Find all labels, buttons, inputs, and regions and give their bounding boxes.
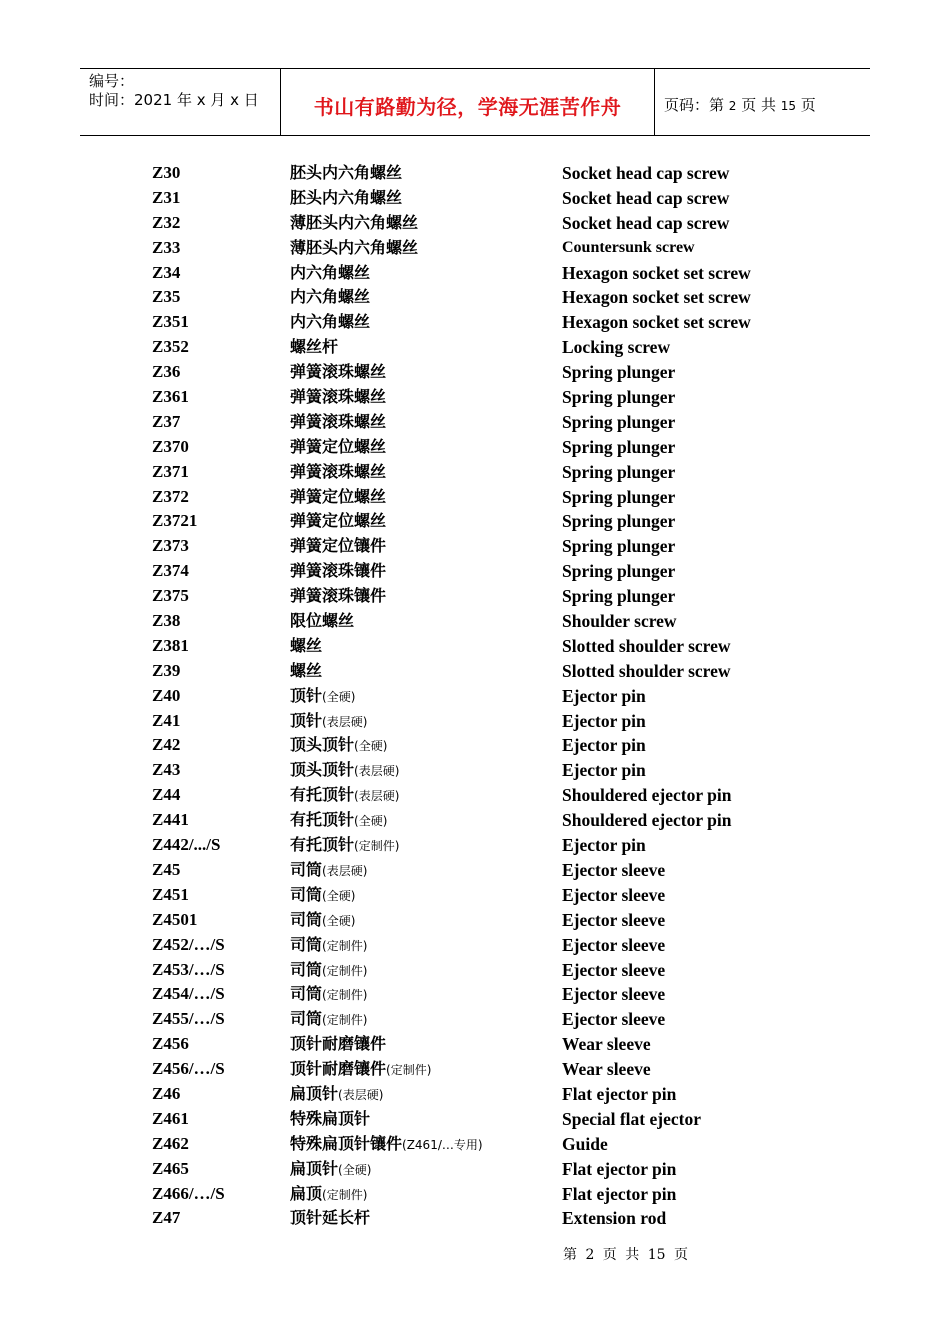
part-note: (定制件) [322, 1187, 368, 1202]
part-note: (全硬) [354, 814, 388, 829]
part-code: Z373 [152, 536, 189, 556]
part-name-cn-text: 顶头顶针 [290, 735, 355, 755]
part-name-cn-text: 胚头内六角螺丝 [290, 163, 403, 182]
part-name-cn [290, 908, 355, 934]
part-code: Z452/…/S [152, 934, 225, 954]
part-name-en: Ejector sleeve [562, 884, 666, 905]
part-note: (表层硬) [354, 764, 400, 779]
list-item [0, 485, 950, 510]
part-name-cn-text: 顶针 [290, 685, 323, 705]
part-name-cn [290, 559, 386, 584]
part-note: (表层硬) [338, 1087, 384, 1102]
list-item [0, 460, 950, 485]
part-name-cn [290, 310, 370, 335]
part-note: (表层硬) [354, 789, 400, 804]
part-name-cn [290, 933, 367, 959]
list-item [0, 1132, 950, 1157]
part-note: (全硬) [322, 689, 356, 704]
part-name-cn-text: 顶针 [290, 710, 323, 730]
part-code: Z381 [152, 635, 189, 655]
time-label: 时间：2021 年 x 月 x 日 [89, 91, 259, 109]
header-page-number [655, 69, 870, 135]
part-code: Z361 [152, 387, 189, 407]
list-item [0, 161, 950, 186]
list-item [0, 1206, 950, 1231]
part-name-cn-text: 薄胚头内六角螺丝 [290, 237, 419, 257]
part-name-cn [290, 584, 386, 609]
part-name-en: Spring plunger [562, 486, 676, 507]
part-name-cn-text: 司筒 [290, 934, 323, 954]
part-name-cn-text: 有托顶针 [290, 785, 355, 805]
part-name-en: Hexagon socket set screw [562, 262, 751, 283]
page-suffix: 页 [796, 96, 816, 114]
list-item [0, 1082, 950, 1107]
part-code: Z37 [152, 411, 181, 431]
part-code: Z456 [152, 1034, 189, 1054]
part-code: Z35 [152, 287, 181, 307]
part-code: Z32 [152, 212, 181, 232]
part-note: (定制件) [354, 839, 400, 854]
part-name-cn-text: 司筒 [290, 909, 323, 929]
part-name-en: Ejector sleeve [562, 859, 666, 880]
part-name-en: Spring plunger [562, 561, 676, 582]
part-name-cn-text: 顶头顶针 [290, 760, 355, 780]
part-name-en: Spring plunger [562, 362, 676, 383]
part-code: Z4501 [152, 909, 198, 929]
part-code: Z352 [152, 337, 189, 357]
part-code: Z374 [152, 561, 189, 581]
part-note: (全硬) [354, 739, 388, 754]
part-name-cn [290, 858, 367, 884]
part-name-cn-text: 胚头内六角螺丝 [290, 187, 403, 207]
part-name-cn [290, 211, 418, 236]
list-item [0, 1107, 950, 1132]
part-note: (全硬) [338, 1162, 372, 1177]
list-item [0, 733, 950, 758]
part-name-en: Spring plunger [562, 461, 676, 482]
list-item [0, 310, 950, 335]
part-name-cn [290, 410, 386, 435]
part-note: (定制件) [386, 1063, 432, 1078]
part-code: Z44 [152, 785, 181, 805]
list-item [0, 982, 950, 1007]
part-name-cn [290, 360, 386, 385]
list-item [0, 958, 950, 983]
part-code: Z442/.../S [152, 835, 221, 855]
part-name-en: Spring plunger [562, 511, 676, 532]
part-name-cn-text: 弹簧滚珠镶件 [290, 561, 387, 581]
list-item [0, 335, 950, 360]
list-item [0, 1157, 950, 1182]
part-code: Z462 [152, 1133, 189, 1153]
part-name-cn [290, 1007, 367, 1033]
list-item [0, 1032, 950, 1057]
list-item [0, 285, 950, 310]
part-code: Z30 [152, 163, 181, 182]
part-note: (定制件) [322, 1013, 368, 1028]
page-total: 15 [780, 99, 797, 113]
part-name-cn [290, 833, 399, 859]
part-name-cn-text: 弹簧滚珠镶件 [290, 586, 387, 606]
part-name-cn [290, 1057, 431, 1083]
part-name-cn [290, 733, 387, 759]
part-name-en: Spring plunger [562, 436, 676, 457]
part-code: Z3721 [152, 511, 198, 531]
part-name-cn [290, 1182, 367, 1208]
number-label: 编号： [89, 72, 135, 90]
part-name-cn-text: 扁顶针 [290, 1158, 339, 1178]
part-name-en: Locking screw [562, 337, 671, 358]
list-item [0, 534, 950, 559]
part-name-cn-text: 螺丝 [290, 660, 323, 680]
part-name-en: Ejector pin [562, 835, 646, 856]
part-name-cn [290, 534, 386, 559]
part-name-cn [290, 982, 367, 1008]
part-name-cn-text: 特殊扁顶针镶件 [290, 1133, 403, 1153]
part-note: (全硬) [322, 913, 356, 928]
part-name-en: Ejector pin [562, 685, 646, 706]
list-item [0, 1182, 950, 1207]
part-code: Z375 [152, 586, 189, 606]
part-name-cn [290, 186, 402, 211]
part-name-cn-text: 司筒 [290, 1009, 323, 1029]
parts-list [0, 161, 950, 1231]
part-name-cn [290, 709, 367, 735]
part-name-en: Shouldered ejector pin [562, 785, 732, 806]
part-name-cn-text: 弹簧滚珠螺丝 [290, 362, 387, 382]
page-footer: 第 2 页 共 15 页 [563, 1247, 688, 1263]
part-name-cn [290, 609, 354, 634]
part-name-cn [290, 161, 402, 186]
part-code: Z46 [152, 1083, 181, 1103]
part-name-cn [290, 285, 370, 310]
part-name-en: Wear sleeve [562, 1034, 651, 1055]
list-item [0, 410, 950, 435]
part-code: Z466/…/S [152, 1183, 225, 1203]
part-name-cn-text: 顶针耐磨镶件 [290, 1034, 387, 1054]
part-name-cn [290, 958, 367, 984]
part-code: Z47 [152, 1208, 181, 1228]
list-item [0, 684, 950, 709]
part-code: Z454/…/S [152, 984, 225, 1004]
list-item [0, 186, 950, 211]
part-name-en: Spring plunger [562, 387, 676, 408]
part-note: (Z461/…专用) [402, 1137, 483, 1152]
part-name-en: Hexagon socket set screw [562, 287, 751, 308]
part-name-cn-text: 弹簧滚珠螺丝 [290, 461, 387, 481]
list-item [0, 509, 950, 534]
part-name-cn [290, 659, 322, 684]
part-name-en: Socket head cap screw [562, 212, 730, 233]
list-item [0, 634, 950, 659]
part-name-en: Flat ejector pin [562, 1158, 677, 1179]
part-name-cn-text: 内六角螺丝 [290, 262, 371, 282]
part-name-cn [290, 1082, 383, 1108]
list-item [0, 1007, 950, 1032]
part-name-cn-text: 司筒 [290, 884, 323, 904]
part-code: Z43 [152, 760, 181, 780]
part-code: Z42 [152, 735, 181, 755]
list-item [0, 236, 950, 261]
part-name-en: Ejector sleeve [562, 934, 666, 955]
part-name-cn-text: 薄胚头内六角螺丝 [290, 212, 419, 232]
list-item [0, 659, 950, 684]
part-name-cn [290, 684, 355, 710]
part-name-en: Extension rod [562, 1208, 667, 1229]
page-header [80, 68, 870, 136]
part-code: Z33 [152, 237, 181, 257]
part-name-cn-text: 司筒 [290, 859, 323, 879]
list-item [0, 584, 950, 609]
part-name-cn [290, 1107, 370, 1132]
part-code: Z34 [152, 262, 181, 282]
part-name-en: Socket head cap screw [562, 163, 730, 183]
part-name-cn [290, 634, 322, 659]
list-item [0, 758, 950, 783]
header-motto-cell [281, 69, 655, 135]
part-name-cn-text: 扁顶针 [290, 1083, 339, 1103]
part-name-en: Ejector sleeve [562, 909, 666, 930]
part-code: Z465 [152, 1158, 189, 1178]
part-name-en: Slotted shoulder screw [562, 635, 731, 656]
list-item [0, 261, 950, 286]
part-code: Z372 [152, 486, 189, 506]
part-name-cn-text: 内六角螺丝 [290, 287, 371, 307]
part-name-cn-text: 弹簧滚珠螺丝 [290, 387, 387, 407]
part-name-en: Ejector pin [562, 735, 646, 756]
page-prefix: 页码：第 [664, 96, 729, 114]
part-code: Z455/…/S [152, 1009, 225, 1029]
part-name-cn-text: 顶针耐磨镶件 [290, 1059, 387, 1079]
part-name-en: Spring plunger [562, 586, 676, 607]
part-name-cn-text: 弹簧定位螺丝 [290, 511, 387, 531]
part-code: Z441 [152, 810, 189, 830]
list-item [0, 385, 950, 410]
part-name-en: Flat ejector pin [562, 1083, 677, 1104]
part-name-en: Ejector pin [562, 760, 646, 781]
part-name-cn [290, 1132, 483, 1158]
list-item [0, 709, 950, 734]
part-name-cn-text: 弹簧定位螺丝 [290, 486, 387, 506]
list-item [0, 783, 950, 808]
part-code: Z39 [152, 660, 181, 680]
part-name-en: Shoulder screw [562, 611, 677, 632]
list-item [0, 1057, 950, 1082]
list-item [0, 435, 950, 460]
part-name-en: Special flat ejector [562, 1108, 701, 1129]
part-code: Z45 [152, 859, 181, 879]
part-name-en: Wear sleeve [562, 1059, 651, 1080]
part-name-en: Spring plunger [562, 411, 676, 432]
part-code: Z41 [152, 710, 181, 730]
list-item [0, 609, 950, 634]
part-name-cn [290, 1206, 370, 1231]
part-name-en: Socket head cap screw [562, 187, 730, 208]
part-name-cn [290, 509, 386, 534]
part-name-cn-text: 司筒 [290, 984, 323, 1004]
part-name-cn-text: 顶针延长杆 [290, 1208, 371, 1228]
list-item [0, 908, 950, 933]
list-item [0, 808, 950, 833]
part-name-cn [290, 883, 355, 909]
part-name-cn-text: 螺丝 [290, 635, 323, 655]
part-name-cn-text: 螺丝杆 [290, 337, 339, 357]
part-name-cn [290, 261, 370, 286]
part-code: Z31 [152, 187, 181, 207]
part-name-cn [290, 460, 386, 485]
part-name-cn-text: 限位螺丝 [290, 611, 355, 631]
part-name-cn [290, 1032, 386, 1057]
part-note: (定制件) [322, 988, 368, 1003]
part-name-en: Hexagon socket set screw [562, 312, 751, 333]
part-code: Z451 [152, 884, 189, 904]
part-code: Z351 [152, 312, 189, 332]
list-item [0, 883, 950, 908]
part-name-cn-text: 弹簧定位镶件 [290, 536, 387, 556]
part-name-cn-text: 有托顶针 [290, 810, 355, 830]
part-name-cn [290, 485, 386, 510]
part-note: (定制件) [322, 938, 368, 953]
part-name-en: Slotted shoulder screw [562, 660, 731, 681]
list-item [0, 559, 950, 584]
list-item [0, 833, 950, 858]
header-meta [80, 69, 281, 135]
page-mid: 页 共 [736, 96, 781, 114]
part-name-en: Shouldered ejector pin [562, 810, 732, 831]
part-name-en: Countersunk screw [562, 238, 695, 256]
part-code: Z461 [152, 1108, 189, 1128]
part-name-cn-text: 司筒 [290, 959, 323, 979]
part-name-cn-text: 有托顶针 [290, 835, 355, 855]
part-name-en: Guide [562, 1133, 608, 1154]
part-code: Z371 [152, 461, 189, 481]
part-name-cn [290, 783, 399, 809]
list-item [0, 933, 950, 958]
list-item [0, 211, 950, 236]
part-name-cn [290, 236, 418, 261]
part-name-en: Flat ejector pin [562, 1183, 677, 1204]
part-code: Z370 [152, 436, 189, 456]
part-name-cn-text: 弹簧滚珠螺丝 [290, 411, 387, 431]
part-name-cn-text: 扁顶 [290, 1183, 323, 1203]
part-name-cn [290, 758, 399, 784]
part-name-cn [290, 335, 338, 360]
part-name-cn-text: 特殊扁顶针 [290, 1108, 371, 1128]
motto: 书山有路勤为径，学海无涯苦作舟 [313, 95, 622, 119]
part-name-en: Ejector sleeve [562, 959, 666, 980]
list-item [0, 858, 950, 883]
part-code: Z36 [152, 362, 181, 382]
part-name-cn-text: 弹簧定位螺丝 [290, 436, 387, 456]
part-name-en: Ejector sleeve [562, 1009, 666, 1030]
part-note: (表层硬) [322, 714, 368, 729]
part-code: Z456/…/S [152, 1059, 225, 1079]
part-name-en: Ejector pin [562, 710, 646, 731]
part-name-cn [290, 808, 387, 834]
part-code: Z40 [152, 685, 181, 705]
part-code: Z38 [152, 611, 181, 631]
part-name-en: Ejector sleeve [562, 984, 666, 1005]
list-item [0, 360, 950, 385]
part-name-en: Spring plunger [562, 536, 676, 557]
part-note: (全硬) [322, 888, 356, 903]
part-name-cn [290, 1157, 371, 1183]
part-name-cn [290, 435, 386, 460]
part-note: (表层硬) [322, 863, 368, 878]
part-name-cn-text: 内六角螺丝 [290, 312, 371, 332]
part-code: Z453/…/S [152, 959, 225, 979]
page-current: 2 [728, 99, 737, 113]
part-note: (定制件) [322, 963, 368, 978]
part-name-cn [290, 385, 386, 410]
